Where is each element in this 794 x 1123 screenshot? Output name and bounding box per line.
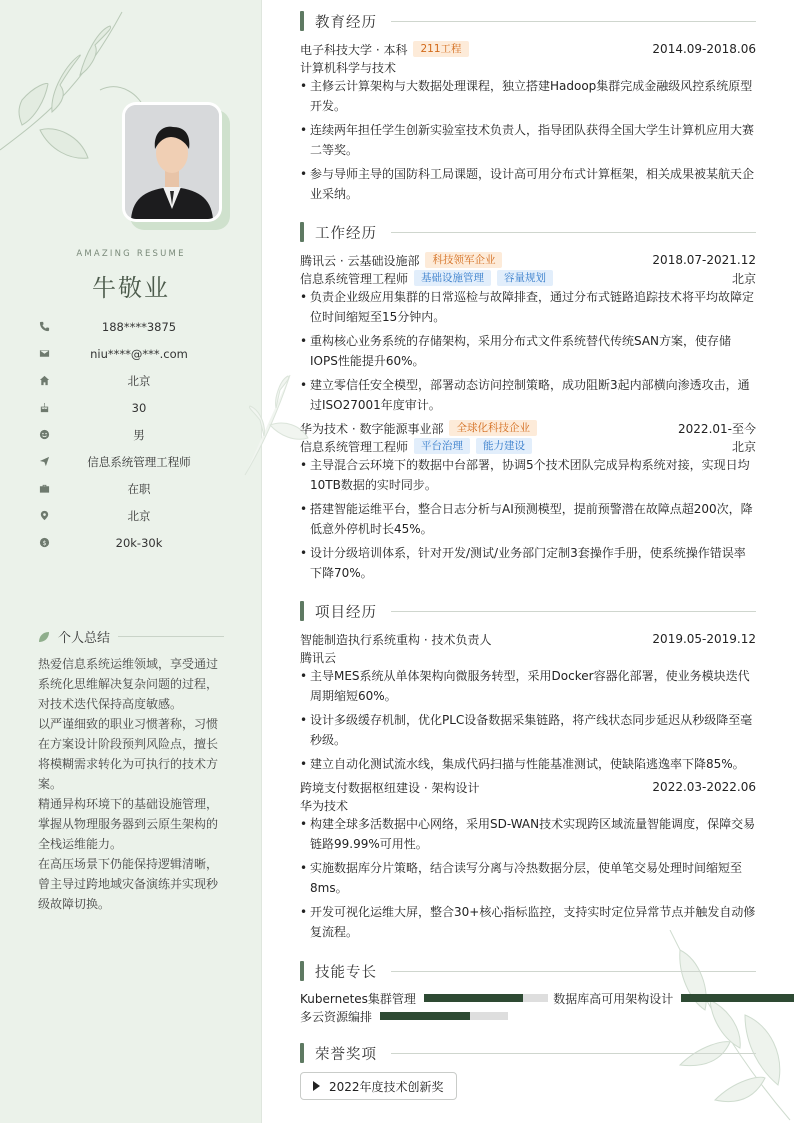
work-city: 北京	[731, 439, 756, 454]
leaf-decoration-icon	[650, 930, 794, 1123]
divider	[118, 636, 224, 637]
work-header	[300, 419, 756, 437]
work-date: 2022.01-至今	[678, 421, 756, 436]
info-status	[38, 475, 228, 502]
info-email	[38, 340, 228, 367]
project-org: 腾讯云	[300, 650, 337, 665]
summary-paragraph: 精通异构环境下的基础设施管理，掌握从物理服务器到云原生架构的全栈运维能力。	[38, 797, 219, 851]
list-item: • 建立零信任安全模型，部署动态访问控制策略，成功阻断3起内部横向渗透攻击，通过ISO27001年度审计。	[300, 378, 750, 412]
skill-row	[300, 1007, 794, 1025]
company-name: 华为技术 · 数字能源事业部	[300, 421, 444, 436]
work-bullets	[300, 287, 756, 419]
money-icon	[38, 537, 50, 549]
education-date: 2014.09-2018.06	[652, 42, 756, 56]
phone-icon	[38, 321, 50, 333]
home-icon	[38, 375, 50, 387]
mail-icon	[38, 348, 50, 360]
contact-info-list	[38, 313, 228, 556]
list-item: • 主导MES系统从单体架构向微服务转型，采用Docker容器化部署，使业务模块迭代周期缩短60%。	[300, 669, 750, 703]
list-item: • 实施数据库分片策略，结合读写分离与冷热数据分层，使单笔交易处理时间缩短至8ms。	[300, 861, 743, 895]
skills-list	[300, 989, 794, 1025]
list-item: • 设计分级培训体系，针对开发/测试/业务部门定制3套操作手册，使系统操作错误率下降70%。	[300, 546, 746, 580]
svg-text:$: $	[41, 538, 47, 547]
skill-row	[300, 989, 794, 1007]
education-major-row	[300, 58, 756, 76]
school-name: 电子科技大学 · 本科	[300, 42, 408, 57]
skill-bar-fill	[424, 994, 523, 1002]
send-icon	[38, 456, 50, 468]
list-item: • 搭建智能运维平台，整合日志分析与AI预测模型，提前预警潜在故障点超200次，降低意外停机时长45%。	[300, 502, 753, 536]
candidate-name: 牛敬业	[92, 274, 170, 302]
portrait-image	[125, 105, 219, 219]
section-title: 荣誉奖项	[315, 1046, 377, 1063]
role-tag: 基础设施管理	[414, 270, 491, 286]
divider	[391, 232, 756, 233]
award-name: 2022年度技术创新奖	[329, 1079, 444, 1094]
phone-text: 188****3875	[101, 319, 177, 334]
education-bullets	[300, 76, 756, 208]
work-role-row	[300, 269, 756, 287]
skill-bar	[681, 994, 794, 1002]
cake-icon	[38, 402, 50, 414]
play-icon	[313, 1081, 320, 1091]
salary-text: 20k-30k	[115, 535, 163, 550]
section-marker	[300, 961, 304, 981]
divider	[391, 971, 756, 972]
section-header-honors	[300, 1043, 756, 1063]
skill-bar-fill	[681, 994, 794, 1002]
section-marker	[300, 1043, 304, 1063]
email-text: niu****@***.com	[90, 346, 188, 361]
section-header-education	[300, 11, 756, 31]
section-title: 项目经历	[315, 604, 377, 621]
section-title: 技能专长	[315, 964, 377, 981]
position-text: 信息系统管理工程师	[87, 454, 191, 469]
info-age	[38, 394, 228, 421]
hometown-text: 北京	[127, 373, 151, 388]
project-bullets	[300, 814, 756, 946]
section-header-work	[300, 222, 756, 242]
info-gender	[38, 421, 228, 448]
school-tag: 211工程	[413, 41, 468, 57]
section-header-projects	[300, 601, 756, 621]
face-icon	[38, 429, 50, 441]
summary-header	[38, 627, 224, 646]
list-item: • 负责企业级应用集群的日常巡检与故障排查，通过分布式链路追踪技术将平均故障定位时间缩短至15分钟内。	[300, 290, 755, 324]
project-date: 2019.05-2019.12	[652, 632, 756, 646]
list-item: • 参与导师主导的国防科工局课题，设计高可用分布式计算框架，相关成果被某航天企业采纳。	[300, 167, 755, 201]
work-header	[300, 251, 756, 269]
summary-paragraph: 以严谨细致的职业习惯著称，习惯在方案设计阶段预判风险点，擅长将模糊需求转化为可执行的技术方案。	[38, 717, 219, 791]
major: 计算机科学与技术	[300, 60, 397, 75]
project-org-row	[300, 796, 756, 814]
info-home	[38, 367, 228, 394]
section-header-skills	[300, 961, 756, 981]
info-location	[38, 502, 228, 529]
role-tag: 能力建设	[476, 438, 532, 454]
skill-bar-fill	[380, 1012, 470, 1020]
location-icon	[38, 510, 50, 522]
list-item: • 开发可视化运维大屏，整合30+核心指标监控，支持实时定位异常节点并触发自动修复流程。	[300, 905, 756, 939]
list-item: • 设计多级缓存机制，优化PLC设备数据采集链路，将产线状态同步延迟从秒级降至毫秒级。	[300, 713, 753, 747]
project-header	[300, 778, 756, 796]
company-name: 腾讯云 · 云基础设施部	[300, 253, 420, 268]
age-text: 30	[131, 400, 147, 415]
work-bullets	[300, 455, 756, 587]
skill-name: 数据库高可用架构设计	[553, 991, 674, 1006]
section-marker	[300, 222, 304, 242]
sidebar	[0, 0, 262, 1123]
skill-name: Kubernetes集群管理	[300, 991, 416, 1006]
divider	[391, 611, 756, 612]
work-role-row	[300, 437, 756, 455]
company-tag: 科技领军企业	[425, 252, 502, 268]
project-date: 2022.03-2022.06	[652, 780, 756, 794]
project-org-row	[300, 648, 756, 666]
list-item: • 建立自动化测试流水线，集成代码扫描与性能基准测试，使缺陷逃逸率下降85%。	[300, 757, 745, 771]
project-bullets	[300, 666, 756, 778]
summary-paragraph: 在高压场景下仍能保持逻辑清晰，曾主导过跨地域灾备演练并实现秒级故障切换。	[38, 857, 219, 911]
list-item: • 构建全球多活数据中心网络，采用SD-WAN技术实现跨区域流量智能调度，保障交易链路99.99%可用性。	[300, 817, 756, 851]
award-item	[300, 1072, 457, 1100]
role-title: 信息系统管理工程师	[300, 439, 409, 454]
info-phone	[38, 313, 228, 340]
summary-text	[38, 654, 220, 914]
summary-title: 个人总结	[58, 631, 111, 646]
education-header	[300, 40, 756, 58]
role-title: 信息系统管理工程师	[300, 271, 409, 286]
briefcase-icon	[38, 483, 50, 495]
summary-paragraph: 热爱信息系统运维领域，享受通过系统化思维解决复杂问题的过程，对技术迭代保持高度敏感。	[38, 657, 219, 711]
list-item: • 主导混合云环境下的数据中台部署，协调5个技术团队完成异构系统对接，实现日均10TB数据的实时同步。	[300, 458, 750, 492]
list-item: • 重构核心业务系统的存储架构，采用分布式文件系统替代传统SAN方案，使存储IOPS性能提升60%。	[300, 334, 732, 368]
divider	[391, 21, 756, 22]
skill-bar	[380, 1012, 508, 1020]
section-marker	[300, 11, 304, 31]
project-org: 华为技术	[300, 798, 349, 813]
role-tag: 平台治理	[414, 438, 470, 454]
divider	[391, 1053, 756, 1054]
list-item: • 主修云计算架构与大数据处理课程，独立搭建Hadoop集群完成金融级风控系统原型开发。	[300, 79, 753, 113]
skill-bar	[424, 994, 548, 1002]
project-title: 智能制造执行系统重构 · 技术负责人	[300, 632, 492, 647]
avatar	[122, 102, 222, 222]
project-title: 跨境支付数据枢纽建设 · 架构设计	[300, 780, 480, 795]
section-marker	[300, 601, 304, 621]
work-city: 北京	[731, 271, 756, 286]
project-header	[300, 630, 756, 648]
list-item: • 连续两年担任学生创新实验室技术负责人，指导团队获得全国大学生计算机应用大赛二等奖。	[300, 123, 755, 157]
status-text: 在职	[127, 481, 151, 496]
leaf-icon	[38, 631, 50, 643]
role-tag: 容量规划	[497, 270, 553, 286]
company-tag: 全球化科技企业	[449, 420, 537, 436]
gender-text: 男	[133, 427, 145, 442]
section-title: 工作经历	[315, 225, 377, 242]
work-date: 2018.07-2021.12	[652, 253, 756, 267]
brand-tagline: AMAZING RESUME	[76, 249, 186, 259]
info-salary	[38, 529, 228, 556]
info-position	[38, 448, 228, 475]
skill-name: 多云资源编排	[300, 1009, 373, 1024]
location-text: 北京	[127, 508, 151, 523]
section-title: 教育经历	[315, 14, 377, 31]
